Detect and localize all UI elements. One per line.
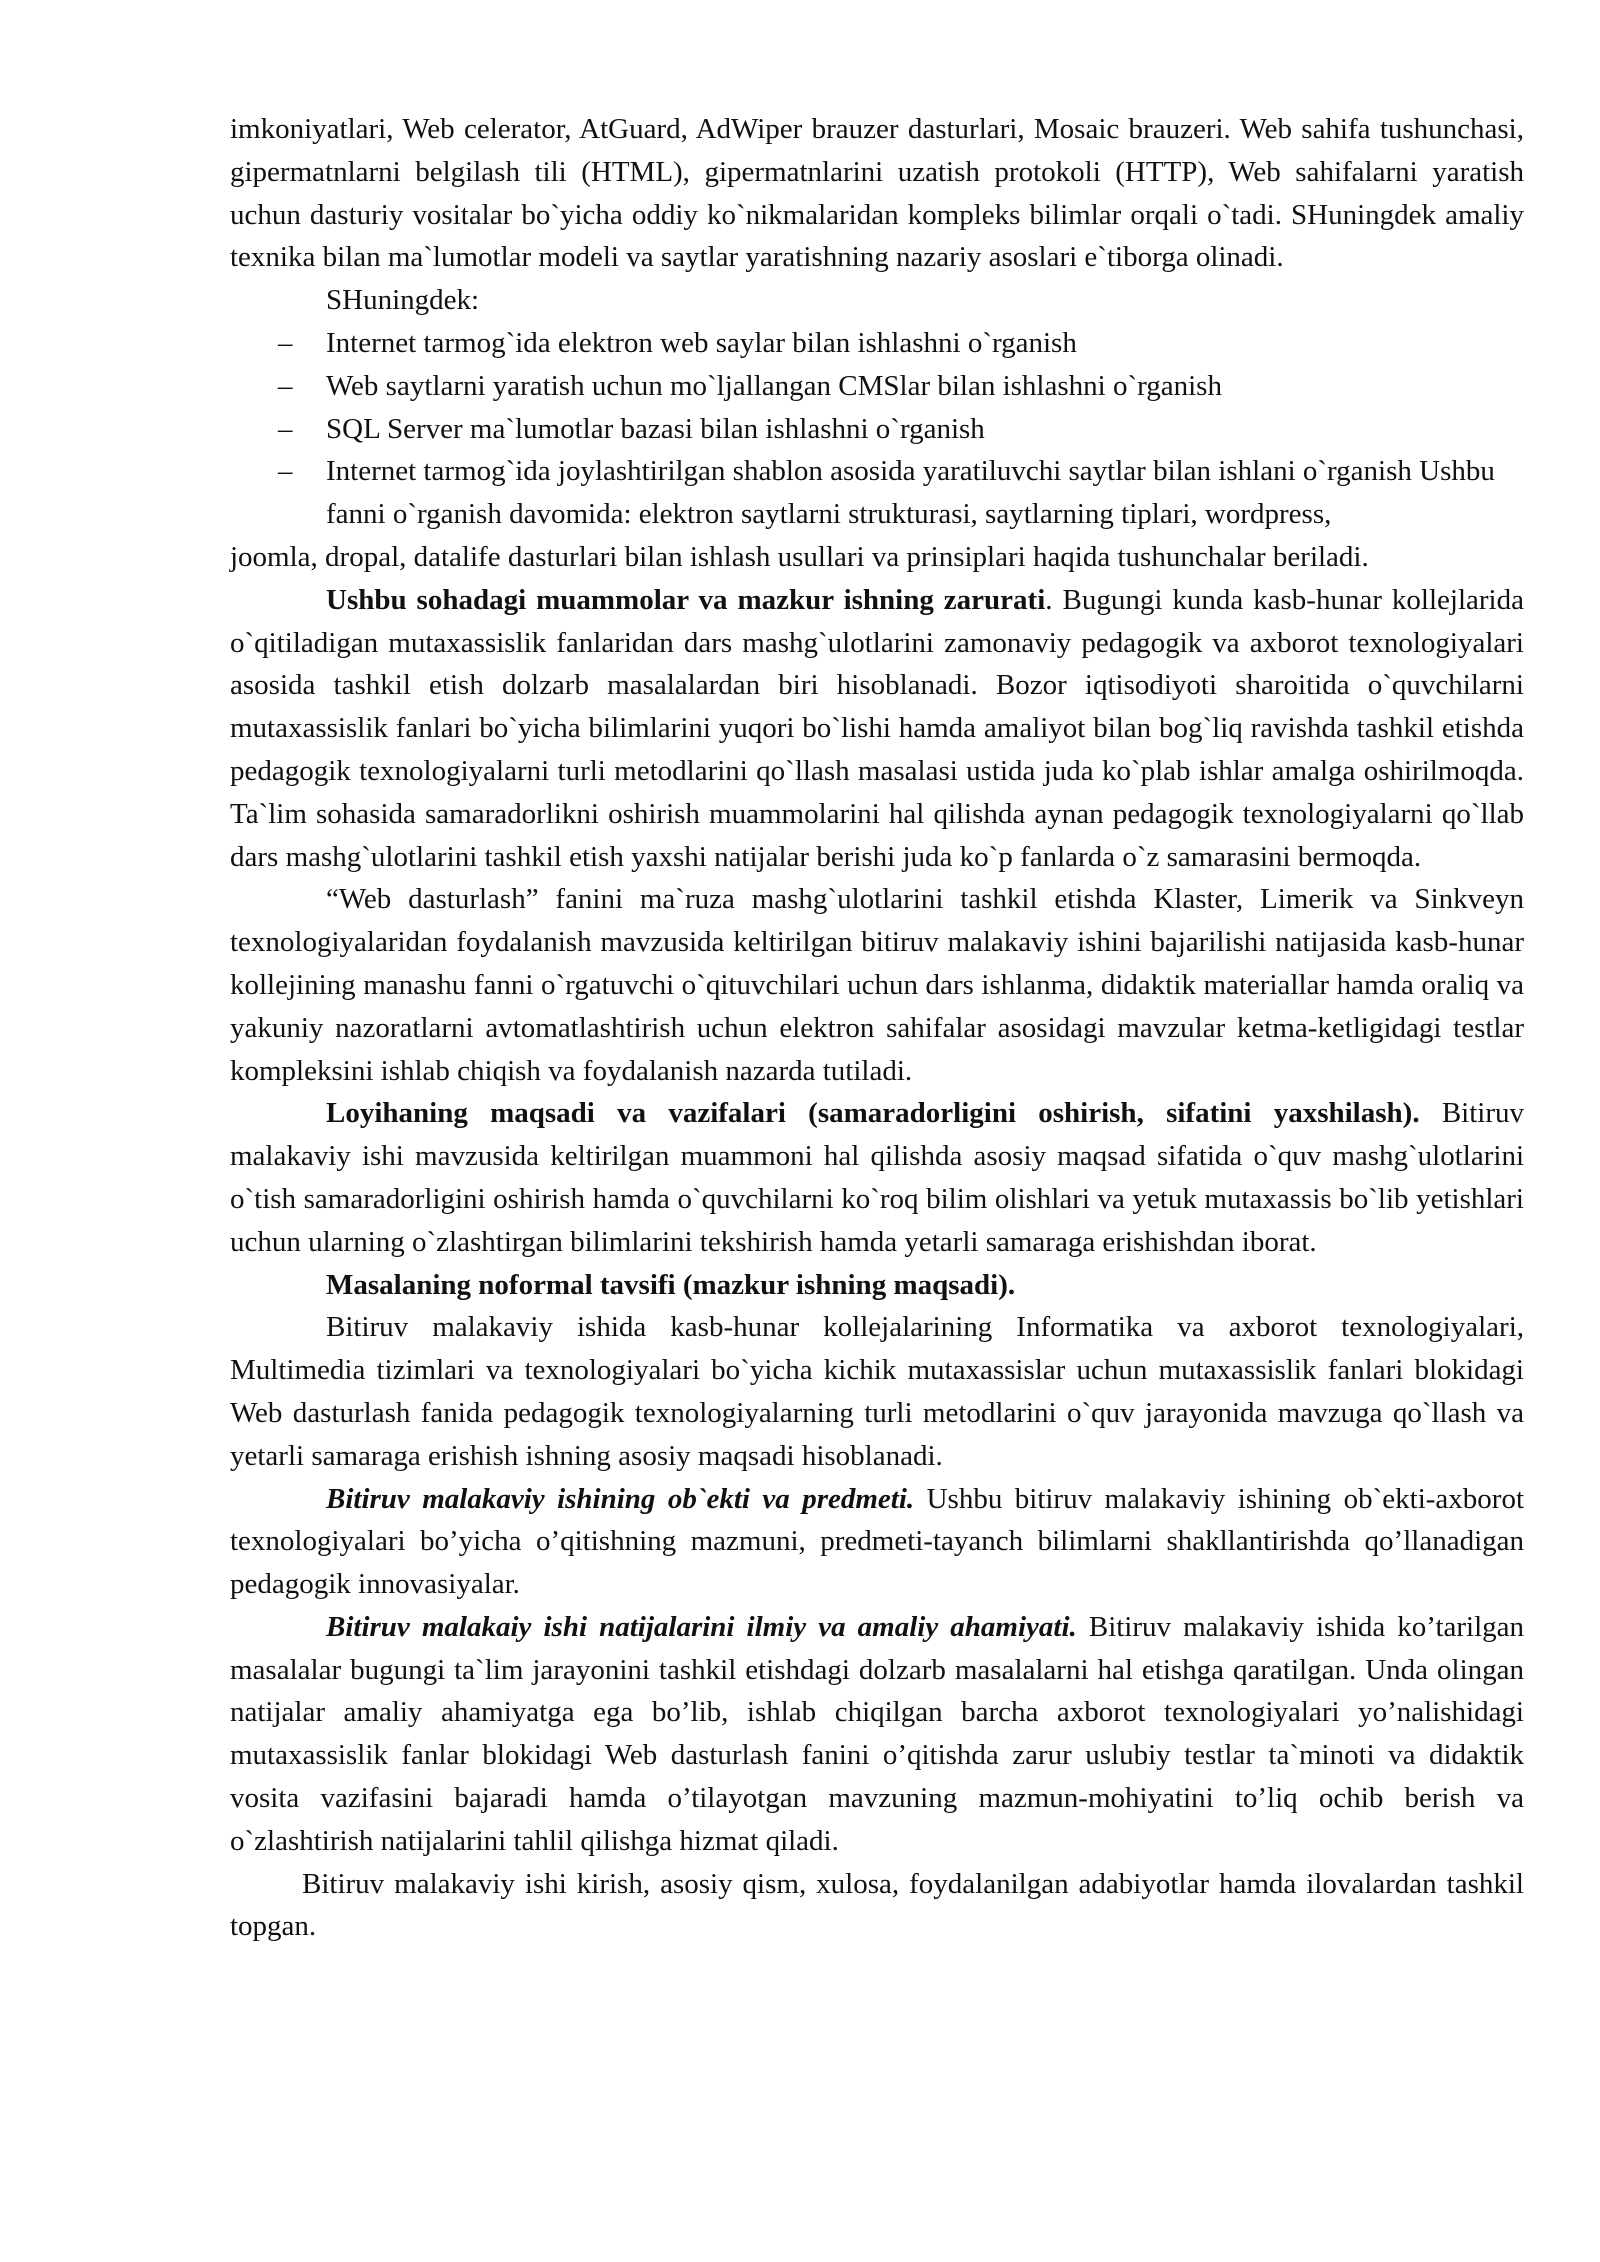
after-list-paragraph: joomla, dropal, datalife dasturlari bilan ishlash usullari va prinsiplari haqida tushunchalar beriladi.: [230, 540, 1369, 573]
significance-heading: Bitiruv malakaiy ishi natijalarini ilmiy va amaliy ahamiyati.: [326, 1610, 1077, 1643]
document-page: [230, 108, 1524, 1948]
goals-paragraph: [230, 1092, 1524, 1263]
structure-paragraph: Bitiruv malakaviy ishi kirish, asosiy qism, xulosa, foydalanilgan adabiyotlar hamda ilovalardan tashkil topgan.: [230, 1867, 1524, 1943]
goals-text: Bitiruv malakaviy ishi mavzusida keltirilgan muammoni hal qilishda asosiy maqsad sifatida o`quv mashg`ulotlarini o`tish samaradorligini oshirish hamda o`quvchilarni ko`roq bilim olishlari va yetuk mutaxassis bo`lib yetishlari uchun ularning o`zlashtirgan bilimlarini tekshirish hamda yetarli samaraga erishishdan iborat.: [230, 1097, 1524, 1258]
web-course-paragraph: “Web dasturlash” fanini ma`ruza mashg`ulotlarini tashkil etishda Klaster, Limerik va Sinkveyn texnologiyalaridan foydalanish mavzusida keltirilgan bitiruv malakaviy ishini bajarilishi natijasida kasb-hunar kollejining manashu fanni o`rgatuvchi o`qituvchilari uchun dars ishlanma, didaktik materiallar hamda oraliq va yakuniy nazoratlarni avtomatlashtirish uchun elektron sahifalar asosidagi mavzular ketma-ketligidagi testlar kompleksini ishlab chiqish va foydalanish nazarda tutiladi.: [230, 883, 1524, 1087]
informal-description-paragraph: Bitiruv malakaviy ishida kasb-hunar kollejalarining Informatika va axborot texnologiyalari, Multimedia tizimlari va texnologiyalari bo`yicha kichik mutaxassislar uchun mutaxassislik fanlari blokidagi Web dasturlash fanida pedagogik texnologiyalarning turli metodlarini o`quv jarayonida mavzuga qo`llash va yetarli samaraga erishish ishning asosiy maqsadi hisoblanadi.: [230, 1311, 1524, 1472]
informal-description-heading: Masalaning noformal tavsifi (mazkur ishning maqsadi).: [326, 1268, 1016, 1301]
problems-text: . Bugungi kunda kasb-hunar kollejlarida o`qitiladigan mutaxassislik fanlaridan dars mashg`ulotlarini zamonaviy pedagogik va axborot texnologiyalari asosida tashkil etish dolzarb masalalardan biri hisoblanadi. Bozor iqtisodiyoti sharoitida o`quvchilarni mutaxassislik fanlari bo`yicha bilimlarini yuqori bo`lishi hamda amaliyot bilan bog`liq ravishda tashkil etishda pedagogik texnologiyalarni turli metodlarini qo`llash masalasi ustida juda ko`plab ishlar amalga oshirilmoqda. Ta`lim sohasida samaradorlikni oshirish muammolarini hal qilishda aynan pedagogik texnologiyalarni qo`llab dars mashg`ulotlarini tashkil etish yaxshi natijalar berishi juda ko`p fanlarda o`z samarasini bermoqda.: [230, 583, 1524, 873]
object-text: Ushbu bitiruv malakaviy ishining ob`ekti-axborot texnologiyalari bo’yicha o’qitishning mazmuni, predmeti-tayanch bilimlarni shakllantirishda qo’llanadigan pedagogik innovasiyalar.: [230, 1482, 1524, 1601]
object-heading: Bitiruv malakaviy ishining ob`ekti va predmeti.: [326, 1482, 915, 1515]
object-paragraph: [230, 1478, 1524, 1606]
problems-heading: Ushbu sohadagi muammolar va mazkur ishning zarurati: [326, 583, 1046, 616]
significance-paragraph: [230, 1606, 1524, 1863]
significance-text: Bitiruv malakaviy ishida ko’tarilgan masalalar bugungi ta`lim jarayonini tashkil etishdagi dolzarb masalalarni hal etishga qaratilgan. Unda olingan natijalar amaliy ahamiyatga ega bo’lib, ishlab chiqilgan barcha axborot texnologiyalari yo’nalishidagi mutaxassislik fanlar blokidagi Web dasturlash fanini o’qitishda zarur uslubiy testlar ta`minoti va didaktik vosita vazifasini bajaradi hamda o’tilayotgan mavzuning mazmun-mohiyatini to’liq ochib berish va o`zlashtirish natijalarini tahlil qilishga hizmat qiladi.: [230, 1610, 1525, 1857]
intro-paragraph: imkoniyatlari, Web celerator, AtGuard, AdWiper brauzer dasturlari, Mosaic brauzeri. Web sahifa tushunchasi, gipermatnlarni belgilash tili (HTML), gipermatnlarini uzatish protokoli (HTTP), Web sahifalarni yaratish uchun dasturiy vositalar bo`yicha oddiy ko`nikmalaridan kompleks bilimlar orqali o`tadi. SHuningdek amaliy texnika bilan ma`lumotlar modeli va saytlar yaratishning nazariy asoslari e`tiborga olinadi.: [230, 113, 1524, 274]
list-item: – SQL Server ma`lumotlar bazasi bilan ishlashni o`rganish: [326, 408, 1524, 451]
problems-paragraph: [230, 579, 1524, 879]
shuningdek-label: SHuningdek:: [326, 284, 480, 317]
goals-heading: Loyihaning maqsadi va vazifalari (samaradorligini oshirish, sifatini yaxshilash).: [326, 1097, 1420, 1130]
list-item: – Internet tarmog`ida joylashtirilgan shablon asosida yaratiluvchi saytlar bilan ishlani o`rganish Ushbu fanni o`rganish davomida: elektron saytlarni strukturasi, saytlarning tiplari, wordpress,: [326, 450, 1524, 536]
goals-list: [230, 322, 1524, 536]
list-item: – Internet tarmog`ida elektron web saylar bilan ishlashni o`rganish: [326, 322, 1524, 365]
list-item: – Web saytlarni yaratish uchun mo`ljallangan CMSlar bilan ishlashni o`rganish: [326, 365, 1524, 408]
